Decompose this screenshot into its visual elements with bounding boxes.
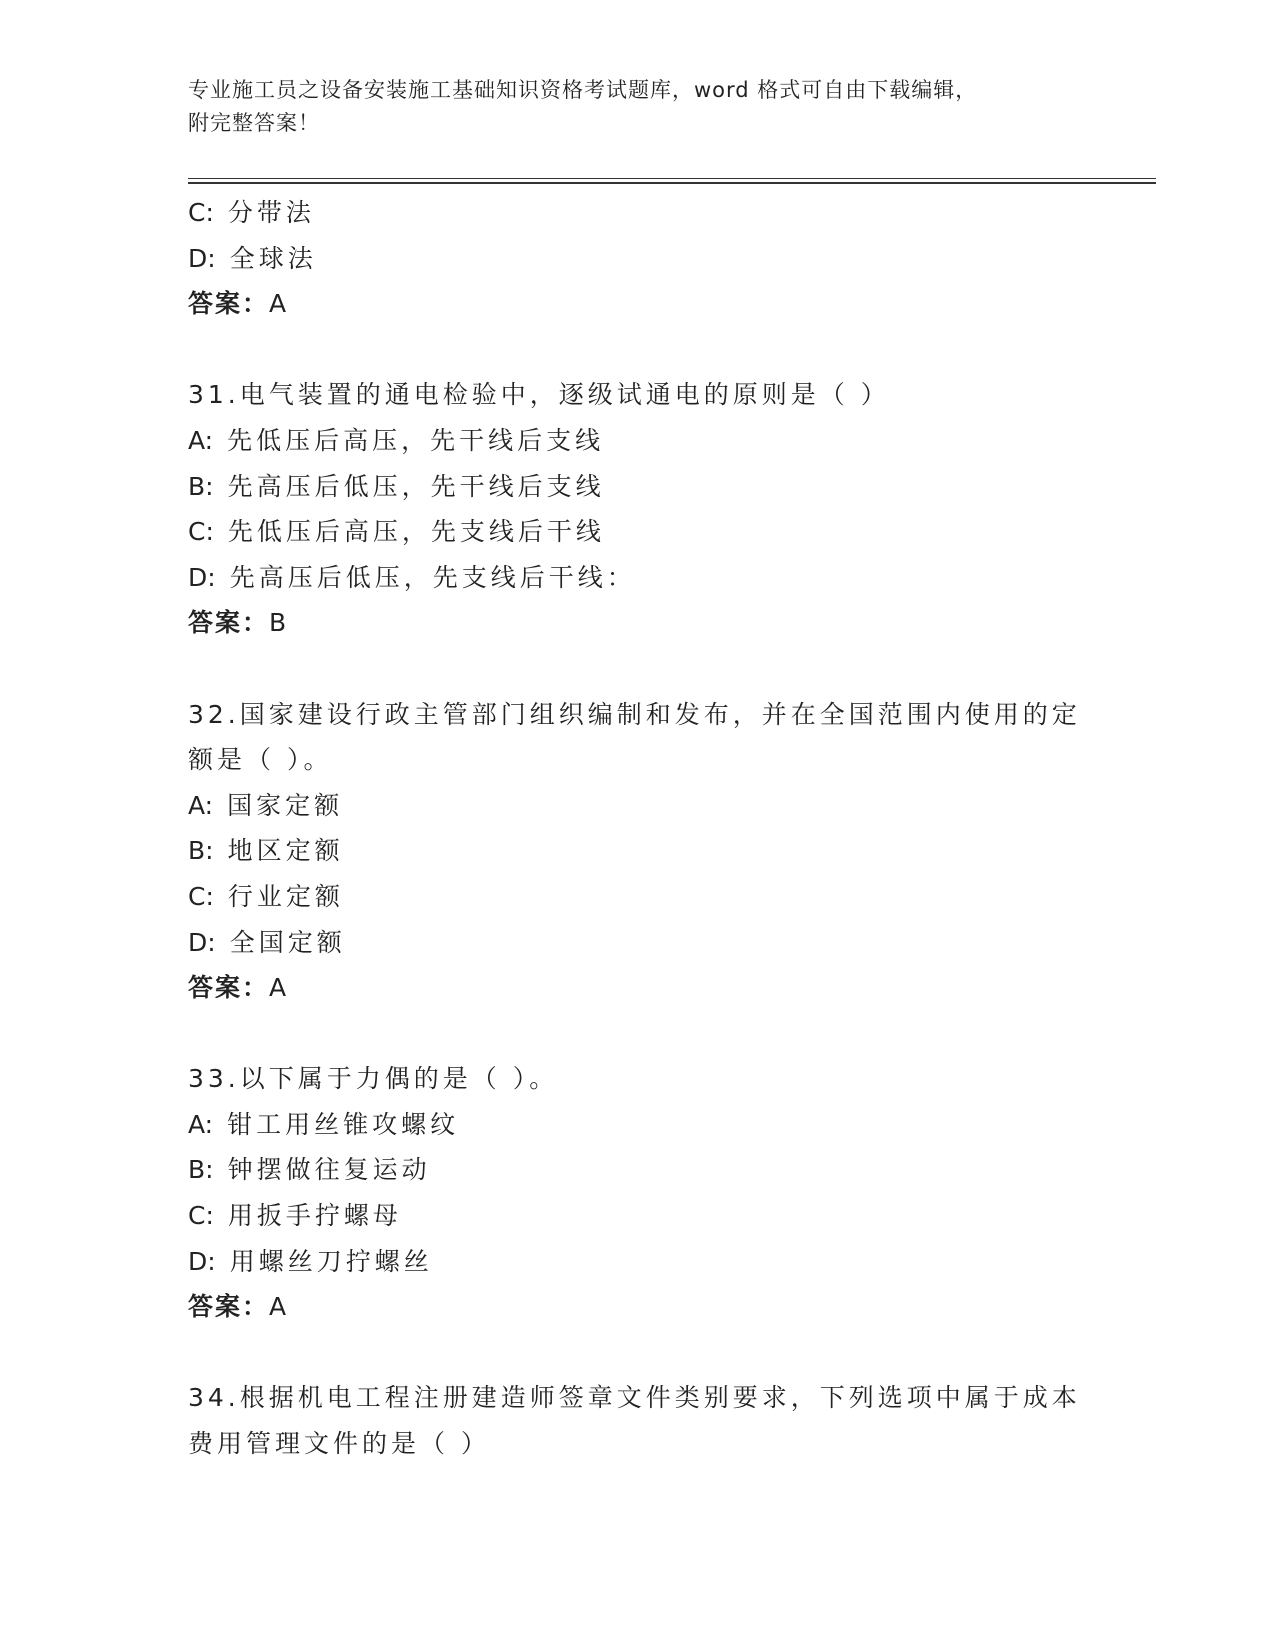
- answer-line: 答案：A: [188, 1292, 289, 1322]
- question-list: [188, 190, 1088, 1467]
- option-c: C: 先低压后高压，先支线后干线: [188, 517, 605, 547]
- option-d: D: 用螺丝刀拧螺丝: [188, 1246, 433, 1276]
- question-text-line-2: 额是（ ）。: [188, 745, 333, 775]
- question-text: 33.以下属于力偶的是（ ）。: [188, 1064, 559, 1094]
- question-text-line-1: 32.国家建设行政主管部门组织编制和发布，并在全国范围内使用的定: [188, 699, 1081, 729]
- question-31: [188, 372, 1088, 646]
- option-a: A: 国家定额: [188, 790, 344, 820]
- answer-line: 答案：B: [188, 608, 289, 638]
- header-line-1: 专业施工员之设备安装施工基础知识资格考试题库，word 格式可自由下载编辑，: [188, 78, 978, 102]
- answer-value: A: [269, 289, 289, 319]
- answer-value: A: [269, 973, 289, 1003]
- question-34: [188, 1375, 1088, 1466]
- question-text-line-2: 费用管理文件的是（ ）: [188, 1429, 490, 1459]
- option-a: A: 先低压后高压，先干线后支线: [188, 425, 605, 455]
- question-text-line-1: 34.根据机电工程注册建造师签章文件类别要求，下列选项中属于成本: [188, 1383, 1081, 1413]
- option-c: C: 分带法: [188, 198, 315, 227]
- question-32: [188, 692, 1088, 1011]
- answer-value: A: [269, 1292, 289, 1322]
- option-b: B: 地区定额: [188, 836, 344, 866]
- document-header: [188, 74, 1088, 140]
- header-divider-thin: [188, 178, 1156, 179]
- previous-question: [188, 190, 1088, 327]
- question-text: 31.电气装置的通电检验中，逐级试通电的原则是（ ）: [188, 380, 890, 410]
- answer-value: B: [269, 608, 289, 638]
- option-d: D: 全球法: [188, 243, 317, 273]
- option-c: C: 行业定额: [188, 881, 344, 911]
- header-line-2: 附完整答案！: [188, 111, 320, 135]
- option-d: D: 先高压后低压，先支线后干线：: [188, 562, 636, 592]
- option-b: B: 先高压后低压，先干线后支线: [188, 471, 605, 501]
- option-c: C: 用扳手拧螺母: [188, 1201, 402, 1231]
- option-b: B: 钟摆做往复运动: [188, 1155, 431, 1185]
- answer-line: 答案：A: [188, 289, 289, 319]
- option-d: D: 全国定额: [188, 927, 346, 957]
- question-33: [188, 1056, 1088, 1330]
- answer-line: 答案：A: [188, 973, 289, 1003]
- option-a: A: 钳工用丝锥攻螺纹: [188, 1109, 460, 1139]
- header-divider-thick: [188, 182, 1156, 184]
